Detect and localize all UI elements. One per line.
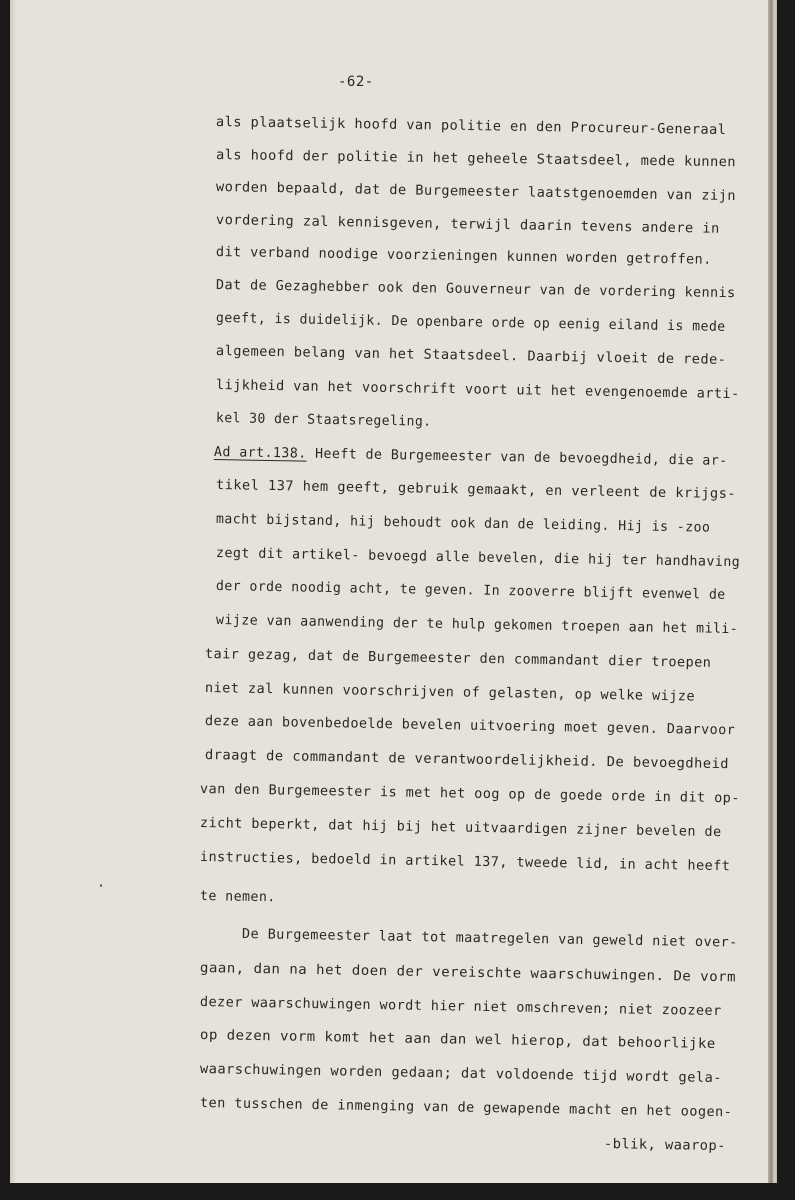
text-line: algemeen belang van het Staatsdeel. Daarbij vloeit de rede- xyxy=(215,343,727,368)
text-line: Dat de Gezaghebber ook den Gouverneur van de vordering kennis xyxy=(215,277,736,302)
text-line: macht bijstand, hij behoudt ook dan de leiding. Hij is -zoo xyxy=(215,511,711,536)
text-line: vordering zal kennisgeven, terwijl daarin tevens andere in xyxy=(215,212,720,237)
text-line: draagt de commandant de verantwoordelijkheid. De bevoegdheid xyxy=(204,747,730,773)
text-line: wijze van aanwending der te hulp gekomen troepen aan het mili- xyxy=(215,612,739,638)
text-line: lijkheid van het voorschrift voort uit het evengenoemde arti- xyxy=(215,377,740,403)
text-line: der orde noodig acht, te geven. In zooverre blijft evenwel de xyxy=(215,578,726,603)
page-number: -62- xyxy=(338,74,374,90)
text-line: ten tusschen de inmenging van de gewapende macht en het oogen- xyxy=(199,1095,733,1121)
text-line: gaan, dan na het doen der vereischte waarschuwingen. De vorm xyxy=(199,960,737,986)
scan-background xyxy=(0,0,10,1200)
text-line: dezer waarschuwingen wordt hier niet omschreven; niet zoozeer xyxy=(199,994,722,1020)
text-line: zicht beperkt, dat hij bij het uitvaardigen zijner bevelen de xyxy=(199,815,722,841)
page-left-edge xyxy=(10,0,16,1183)
text-line: als hoofd der politie in het geheele Staatsdeel, mede kunnen xyxy=(215,147,737,171)
text-line: kel 30 der Staatsregeling. xyxy=(215,410,432,430)
text-line: geeft, is duidelijk. De openbare orde op eenig eiland is mede xyxy=(215,310,726,335)
text-line: dit verband noodige voorzieningen kunnen worden getroffen. xyxy=(215,244,712,268)
paper-speck xyxy=(100,884,102,887)
text-line: tair gezag, dat de Burgemeester den commandant dier troepen xyxy=(204,646,712,671)
page-right-edge xyxy=(768,0,777,1183)
text-line: niet zal kunnen voorschrijven of gelasten, op welke wijze xyxy=(204,680,696,705)
text-line: deze aan bovenbedoelde bevelen uitvoering moet geven. Daarvoor xyxy=(204,713,736,739)
text-line: De Burgemeester laat tot maatregelen van geweld niet over- xyxy=(241,926,738,951)
section-line-text: Heeft de Burgemeester van de bevoegdheid, die ar- xyxy=(314,445,728,469)
text-line: zegt dit artikel- bevoegd alle bevelen, die hij ter handhaving xyxy=(215,545,741,571)
text-line: waarschuwingen worden gedaan; dat voldoende tijd wordt gela- xyxy=(199,1061,723,1087)
text-line: instructies, bedoeld in artikel 137, tweede lid, in acht heeft xyxy=(199,849,731,875)
text-line: op dezen vorm komt het aan dan wel hierop, dat behoorlijke xyxy=(199,1027,716,1052)
text-line: -blik, waarop- xyxy=(603,1136,727,1155)
text-line: tikel 137 hem geeft, gebruik gemaakt, en verleent de krijgs- xyxy=(215,477,737,503)
text-line: als plaatselijk hoofd van politie en den Procureur-Generaal xyxy=(215,114,727,139)
text-line: worden bepaald, dat de Burgemeester laatstgenoemden van zijn xyxy=(215,179,737,205)
text-line: van den Burgemeester is met het oog op de goede orde in dit op- xyxy=(199,781,740,807)
text-line: te nemen. xyxy=(199,888,276,906)
section-heading: Ad art.138. xyxy=(213,444,307,462)
